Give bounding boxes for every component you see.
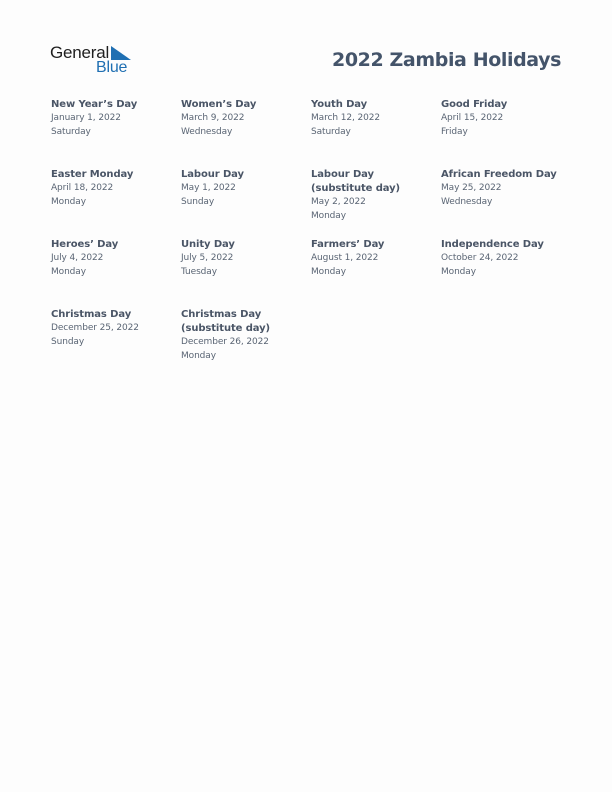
holiday-weekday: Wednesday <box>181 126 233 137</box>
holiday-name: Unity Day <box>181 239 235 250</box>
holiday-date: December 26, 2022 <box>181 337 269 347</box>
holiday-date: January 1, 2022 <box>51 113 121 123</box>
holiday-date: July 4, 2022 <box>51 253 104 263</box>
holiday-name: Independence Day <box>441 239 544 250</box>
holiday-weekday: Monday <box>181 350 216 361</box>
holiday-weekday: Monday <box>311 210 346 221</box>
holiday-entry <box>311 168 436 223</box>
holiday-entry <box>181 308 306 363</box>
holiday-date: October 24, 2022 <box>441 253 519 263</box>
holiday-date: May 1, 2022 <box>181 183 236 193</box>
holiday-weekday: Tuesday <box>181 266 217 277</box>
holiday-entry <box>441 238 566 279</box>
holiday-date: May 2, 2022 <box>311 197 366 207</box>
logo-word-blue: Blue <box>96 59 128 76</box>
holiday-entry <box>51 238 176 279</box>
holiday-date: March 12, 2022 <box>311 113 380 123</box>
holiday-name: Labour Day <box>181 169 244 180</box>
holiday-entry <box>311 98 436 139</box>
holiday-date: May 25, 2022 <box>441 183 502 193</box>
holiday-weekday: Sunday <box>181 196 215 207</box>
holiday-weekday: Friday <box>441 126 468 137</box>
page-title: 2022 Zambia Holidays <box>332 49 561 71</box>
holiday-weekday: Saturday <box>51 126 91 137</box>
holiday-name: African Freedom Day <box>441 169 557 180</box>
holiday-name: Labour Day (substitute day) <box>311 169 400 194</box>
holiday-name: Christmas Day <box>51 309 132 320</box>
holiday-date: April 18, 2022 <box>51 183 114 193</box>
holiday-name: Youth Day <box>311 99 368 110</box>
holiday-entry <box>51 168 176 209</box>
holiday-weekday: Monday <box>51 266 86 277</box>
holiday-name: New Year’s Day <box>51 99 138 110</box>
holiday-weekday: Monday <box>311 266 346 277</box>
holiday-entry <box>311 238 436 279</box>
holiday-weekday: Wednesday <box>441 196 493 207</box>
holiday-entry <box>181 238 306 279</box>
holiday-date: April 15, 2022 <box>441 113 504 123</box>
generalblue-logo <box>50 43 140 79</box>
holiday-entry <box>181 98 306 139</box>
holiday-weekday: Monday <box>441 266 476 277</box>
holiday-date: July 5, 2022 <box>181 253 234 263</box>
logo-word-general: General <box>50 43 110 62</box>
holiday-date: December 25, 2022 <box>51 323 139 333</box>
holiday-entry <box>441 168 566 209</box>
holiday-name: Women’s Day <box>181 99 257 110</box>
holiday-name: Christmas Day (substitute day) <box>181 309 270 334</box>
holiday-name: Heroes’ Day <box>51 239 119 250</box>
logo-triangle-icon <box>111 46 131 60</box>
holiday-date: March 9, 2022 <box>181 113 245 123</box>
holiday-weekday: Sunday <box>51 336 85 347</box>
holiday-entry <box>51 98 176 139</box>
holiday-name: Easter Monday <box>51 169 134 180</box>
holiday-entry <box>441 98 566 139</box>
holiday-date: August 1, 2022 <box>311 253 379 263</box>
holiday-entry <box>181 168 306 209</box>
holiday-weekday: Monday <box>51 196 86 207</box>
holiday-name: Good Friday <box>441 99 508 110</box>
holiday-name: Farmers’ Day <box>311 239 385 250</box>
holiday-weekday: Saturday <box>311 126 351 137</box>
holiday-entry <box>51 308 176 349</box>
